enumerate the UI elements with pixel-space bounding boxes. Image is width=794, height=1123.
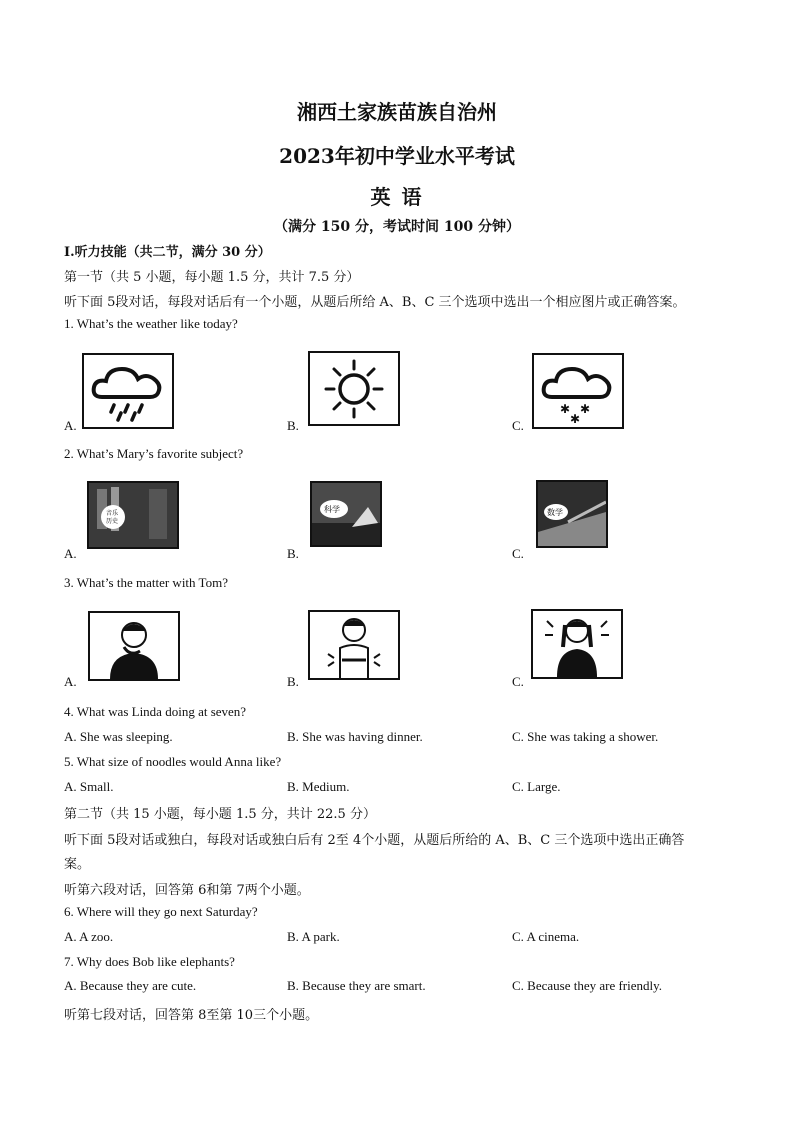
math-book-image [536,480,608,548]
svg-text:数学: 数学 [547,508,563,517]
q2-option-a[interactable]: A. [64,546,77,561]
science-book-image [310,481,382,547]
q1-option-a[interactable]: A. [64,418,77,433]
exam-title: 2023年初中学业水平考试 [279,144,515,168]
section2-instructions: 听下面 5段对话或独白，每段对话或独白后有 2至 4个小题，从题后所给的 A、B、C 三个选项中选出正确答 [64,833,685,848]
svg-text:历史: 历史 [106,518,119,525]
question-6: 6. Where will they go next Saturday? [64,904,258,919]
question-1: 1. What’s the weather like today? [64,316,238,331]
svg-text:✱: ✱ [580,402,591,416]
subject-title: 英 语 [370,185,424,209]
q7-option-a[interactable]: A. Because they are cute. [64,978,197,993]
question-4: 4. What was Linda doing at seven? [64,704,247,719]
question-2: 2. What’s Mary’s favorite subject? [64,446,244,461]
q4-option-a[interactable]: A. She was sleeping. [64,729,173,744]
section2-instructions-cont: 案。 [64,857,91,872]
svg-text:科学: 科学 [324,505,340,514]
q7-option-b[interactable]: B. Because they are smart. [287,978,426,993]
region-title: 湘西土家族苗族自治州 [297,100,497,124]
snow-cloud-icon [532,353,624,429]
svg-text:✱: ✱ [560,402,571,416]
question-3: 3. What’s the matter with Tom? [64,575,228,590]
q1-option-b[interactable]: B. [287,418,299,433]
music-history-book-image [87,481,179,549]
svg-text:音乐: 音乐 [106,510,119,517]
q3-option-b[interactable]: B. [287,674,299,689]
q4-option-b[interactable]: B. She was having dinner. [287,729,423,744]
boy-sore-throat-icon [88,611,180,681]
q5-option-a[interactable]: A. Small. [64,779,114,794]
q3-option-c[interactable]: C. [512,674,524,689]
q2-option-c[interactable]: C. [512,546,524,561]
rain-cloud-icon [82,353,174,429]
q5-option-b[interactable]: B. Medium. [287,779,350,794]
dialogue-6-intro: 听第六段对话，回答第 6和第 7两个小题。 [64,883,310,898]
q3-option-a[interactable]: A. [64,674,77,689]
sun-icon [308,351,400,426]
q6-option-b[interactable]: B. A park. [287,929,340,944]
q2-option-b[interactable]: B. [287,546,299,561]
boy-stomachache-icon [308,610,400,680]
section1-instructions: 听下面 5段对话，每段对话后有一个小题，从题后所给 A、B、C 三个选项中选出一个相应图片或正确答案。 [64,295,686,310]
dialogue-7-intro: 听第七段对话，回答第 8至第 10三个小题。 [64,1008,319,1023]
part1-title: I.听力技能（共二节，满分 30 分） [64,245,271,260]
section1-title: 第一节（共 5 小题，每小题 1.5 分，共计 7.5 分） [64,270,360,285]
question-7: 7. Why does Bob like elephants? [64,954,235,969]
svg-text:✱: ✱ [570,412,581,426]
q5-option-c[interactable]: C. Large. [512,779,561,794]
q7-option-c[interactable]: C. Because they are friendly. [512,978,663,993]
question-5: 5. What size of noodles would Anna like? [64,754,282,769]
q6-option-c[interactable]: C. A cinema. [512,929,580,944]
q6-option-a[interactable]: A. A zoo. [64,929,114,944]
boy-headache-icon [531,609,623,679]
section2-title: 第二节（共 15 小题，每小题 1.5 分，共计 22.5 分） [64,807,376,822]
q1-option-c[interactable]: C. [512,418,524,433]
q4-option-c[interactable]: C. She was taking a shower. [512,729,659,744]
exam-note: （满分 150 分，考试时间 100 分钟） [274,219,520,235]
